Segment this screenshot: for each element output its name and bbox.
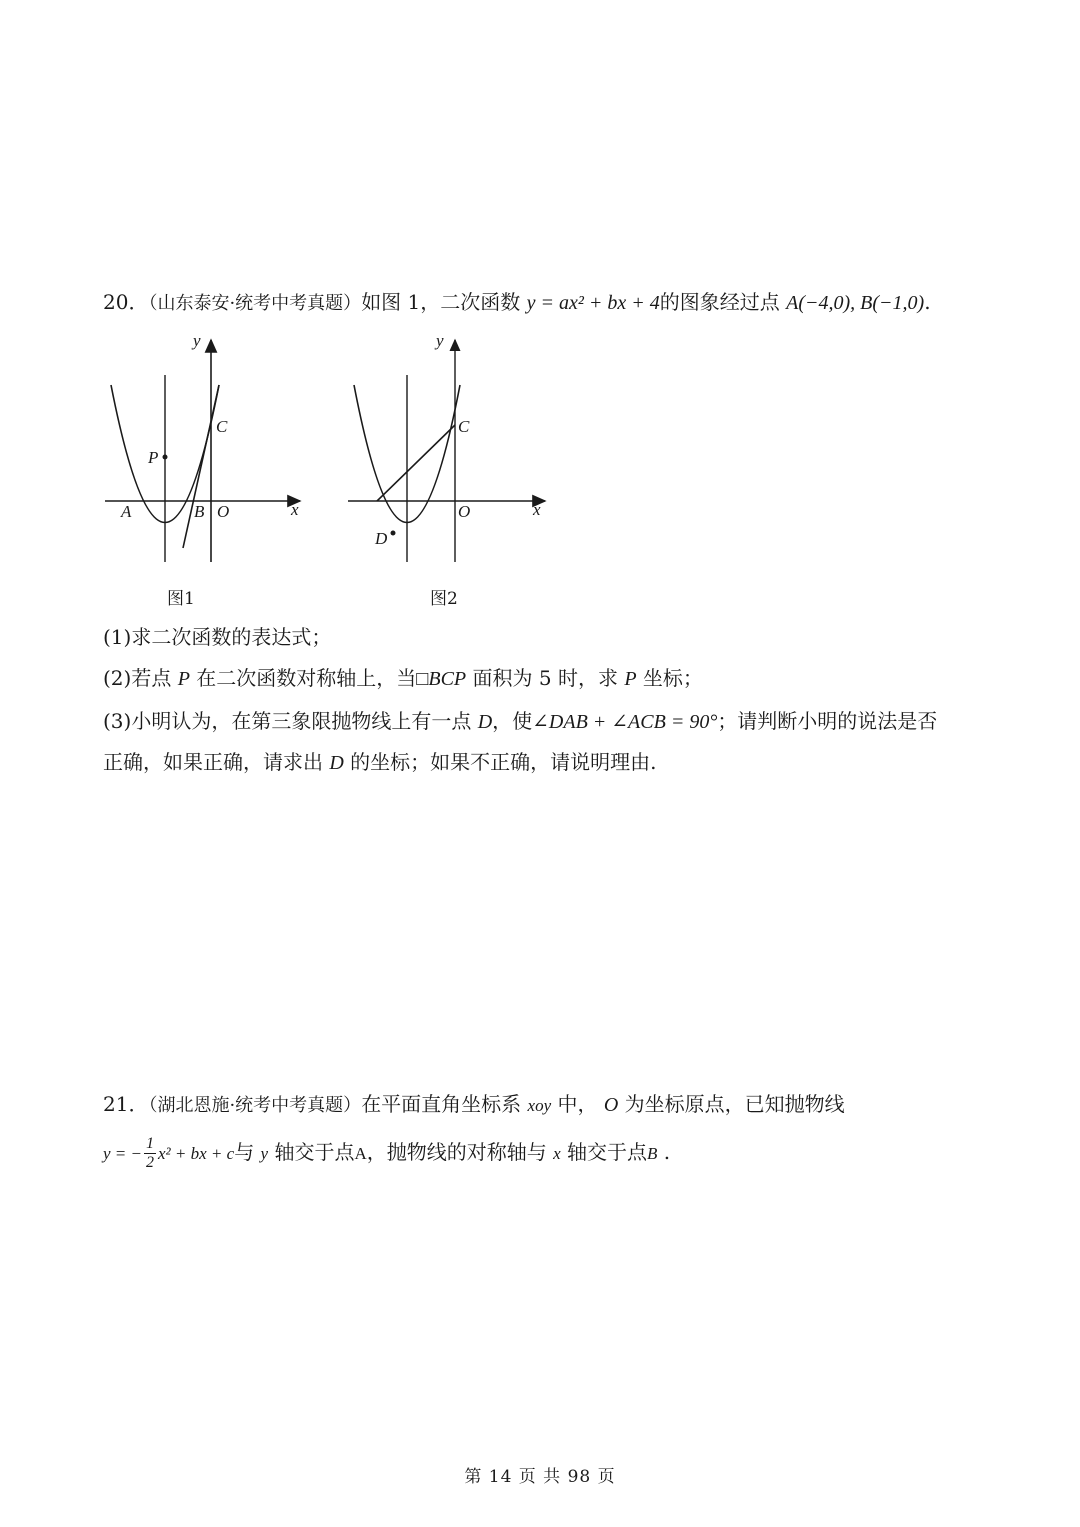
q21-fraction [144,1135,156,1172]
q20-function: y = ax² + bx + 4 [526,292,660,314]
q21-xoy: xoy [527,1096,552,1115]
figure-2-caption: 图2 [430,589,458,609]
part2-text-a: (2)若点 [103,666,172,690]
label-c: C [458,417,470,436]
q21-point-a: A [354,1144,367,1163]
q20-number: 20． [103,290,149,314]
part3-angle-equation: ∠DAB + ∠ACB = 90° [532,711,718,733]
q20-source: （山东泰安·统考中考真题） [148,293,362,314]
part2-triangle: □BCP [416,668,467,690]
part2-point-p2: P [624,668,637,690]
q21-eq-lhs: y = − [103,1144,142,1163]
part2-text-d: 坐标； [642,666,703,690]
point-d-dot [391,531,396,536]
label-x: x [291,500,299,519]
q21-stem [103,1090,845,1120]
q21-text-f: ，抛物线的对称轴与 [366,1140,547,1164]
label-y: y [193,331,201,350]
label-a: A [121,502,132,521]
q20-part-3-line-2 [103,748,657,777]
q21-source: （湖北恩施·统考中考真题） [148,1095,362,1116]
q20-points: A(−4,0), B(−1,0) [786,292,925,314]
label-x: x [533,500,541,519]
q21-text-a: 在平面直角坐标系 [361,1092,522,1116]
q20-part-1: (1)求二次函数的表达式； [103,625,332,649]
label-y: y [436,331,444,350]
line-ac [377,425,455,501]
q21-text-h: . [663,1140,671,1164]
line-bc [183,385,219,548]
q21-text-d: 与 [234,1140,255,1164]
label-d: D [375,529,388,548]
figure-1-caption: 图1 [167,589,195,609]
q21-text-b: 中， [557,1092,598,1116]
q21-line-2 [103,1130,670,1176]
part3-text-a: (3)小明认为，在第三象限抛物线上有一点 [103,709,472,733]
q20-stem [103,288,931,318]
fraction-numerator: 1 [146,1135,154,1152]
point-p-dot [163,455,168,460]
figure-1 [95,330,315,575]
q20-end: . [924,290,931,314]
q20-part-3 [103,707,937,736]
q20-part-2 [103,664,703,693]
part3-point-d: D [477,711,493,733]
figure-2 [340,330,560,575]
part2-text-b: 在二次函数对称轴上，当 [196,666,417,690]
part3-line2-a: 正确，如果正确，请求出 [103,750,323,774]
fraction-denominator: 2 [146,1154,154,1171]
q21-x-axis: x [553,1144,561,1163]
label-b: B [194,502,205,521]
label-p: P [148,448,159,467]
part2-text-c: 面积为 5 时，求 [472,666,618,690]
q21-text-c: 为坐标原点，已知抛物线 [624,1092,845,1116]
q21-text-g: 轴交于点 [567,1140,647,1164]
part3-text-b: ，使 [492,709,533,733]
part2-point-p: P [177,668,190,690]
q21-y-axis: y [260,1144,269,1163]
q21-text-e: 轴交于点 [274,1140,355,1164]
q21-number: 21． [103,1092,149,1116]
q20-mid: 的图象经过点 [659,290,780,314]
label-o: O [217,502,230,521]
q21-point-b: B [647,1144,658,1163]
part3-line2-b: 的坐标；如果不正确，请说明理由. [350,750,657,774]
part3-point-d2: D [329,752,344,774]
q21-eq-rhs: x² + bx + c [158,1144,235,1163]
q20-intro: 如图 1，二次函数 [361,290,521,314]
q21-origin: O [603,1094,619,1116]
label-o: O [458,502,471,521]
label-c: C [216,417,228,436]
page-footer: 第 14 页 共 98 页 [464,1467,616,1487]
part3-text-c: ；请判断小明的说法是否 [717,709,938,733]
